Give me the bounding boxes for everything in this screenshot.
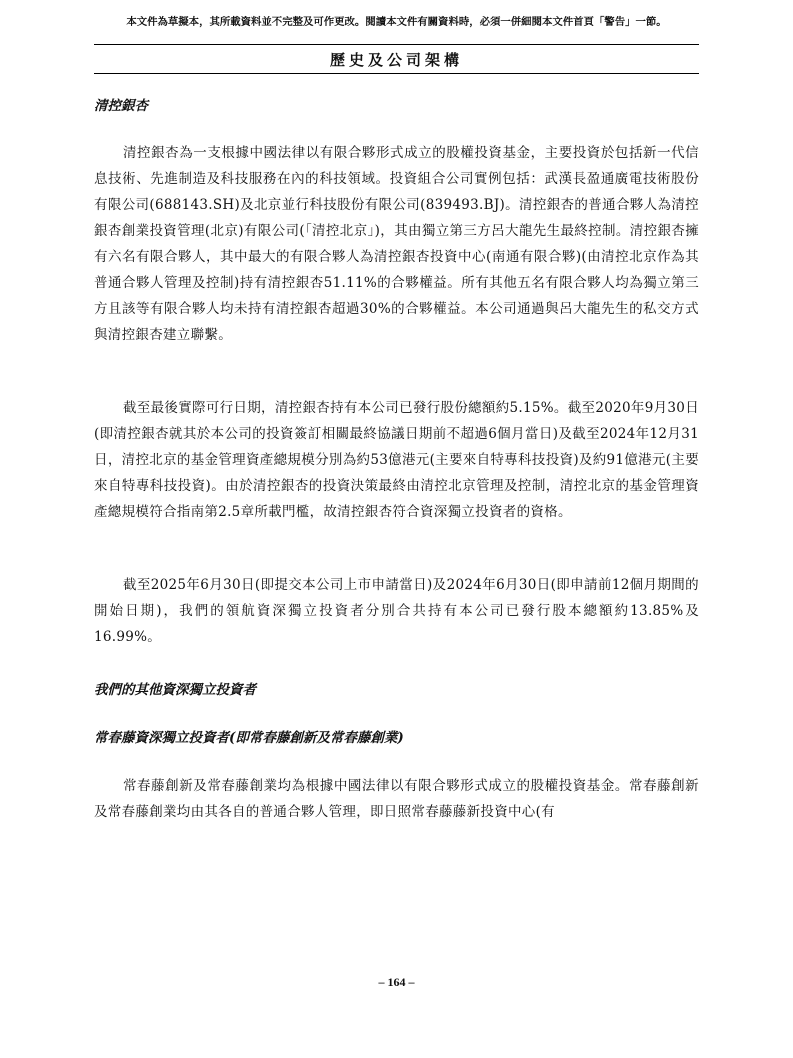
heading-other-investors: 我們的其他資深獨立投資者 (94, 682, 256, 698)
page-number: – 164 – (378, 975, 415, 989)
paragraph-fund-overview: 清控銀杏為一支根據中國法律以有限合夥形式成立的股權投資基金，主要投資於包括新一代信息技術、先進制造及科技服務在內的科技領域。投資組合公司實例包括：武漢長盈通廣電技術股份有限公司(688143.SH)及北京並行科技股份有限公司(839493.BJ)。清控銀杏的普通合夥人為清控銀杏創業投資管理(北京)有限公司(「清控北京」)，其由獨立第三方呂大龍先生最終控制。清控銀杏擁有六名有限合夥人，其中最大的有限合夥人為清控銀杏投資中心(南通有限合夥)(由清控北京作為其普通合夥人管理及控制)持有清控銀杏51.11%的合夥權益。所有其他五名有限合夥人均為獨立第三方且該等有限合夥人均未持有清控銀杏超過30%的合夥權益。本公司通過與呂大龍先生的私交方式與清控銀杏建立聯繫。 (94, 145, 699, 343)
section-title: 歷史及公司架構 (329, 51, 463, 69)
paragraph-leading-investors: 截至2025年6月30日(即提交本公司上市申請當日)及2024年6月30日(即申請前12個月期間的開始日期)，我們的領航資深獨立投資者分別合共持有本公司已發行股本總額約13.85%及16.99%。 (94, 577, 699, 645)
heading-changchunteng-investors: 常春藤資深獨立投資者(即常春藤創新及常春藤創業) (94, 730, 404, 746)
paragraph-shareholding-aum: 截至最後實際可行日期，清控銀杏持有本公司已發行股份總額約5.15%。截至2020年9月30日(即清控銀杏就其於本公司的投資簽訂相關最終協議日期前不超過6個月當日)及截至2024年12月31日，清控北京的基金管理資產總規模分別為約53億港元(主要來自特專科技投資)及約91億港元(主要來自特專科技投資)。由於清控銀杏的投資決策最終由清控北京管理及控制，清控北京的基金管理資產總規模符合指南第2.5章所載門檻，故清控銀杏符合資深獨立投資者的資格。 (94, 400, 699, 520)
draft-disclaimer: 本文件為草擬本，其所載資料並不完整及可作更改。閱讀本文件有關資料時，必須一併細閱本文件首頁「警告」一節。 (126, 16, 667, 28)
heading-qingkong-yinxing: 清控銀杏 (94, 98, 148, 114)
header-rule-top (94, 44, 699, 45)
paragraph-changchunteng-funds: 常春藤創新及常春藤創業均為根據中國法律以有限合夥形式成立的股權投資基金。常春藤創新及常春藤創業均由其各自的普通合夥人管理，即日照常春藤藤新投資中心(有 (94, 778, 699, 820)
header-rule-bottom (94, 73, 699, 74)
